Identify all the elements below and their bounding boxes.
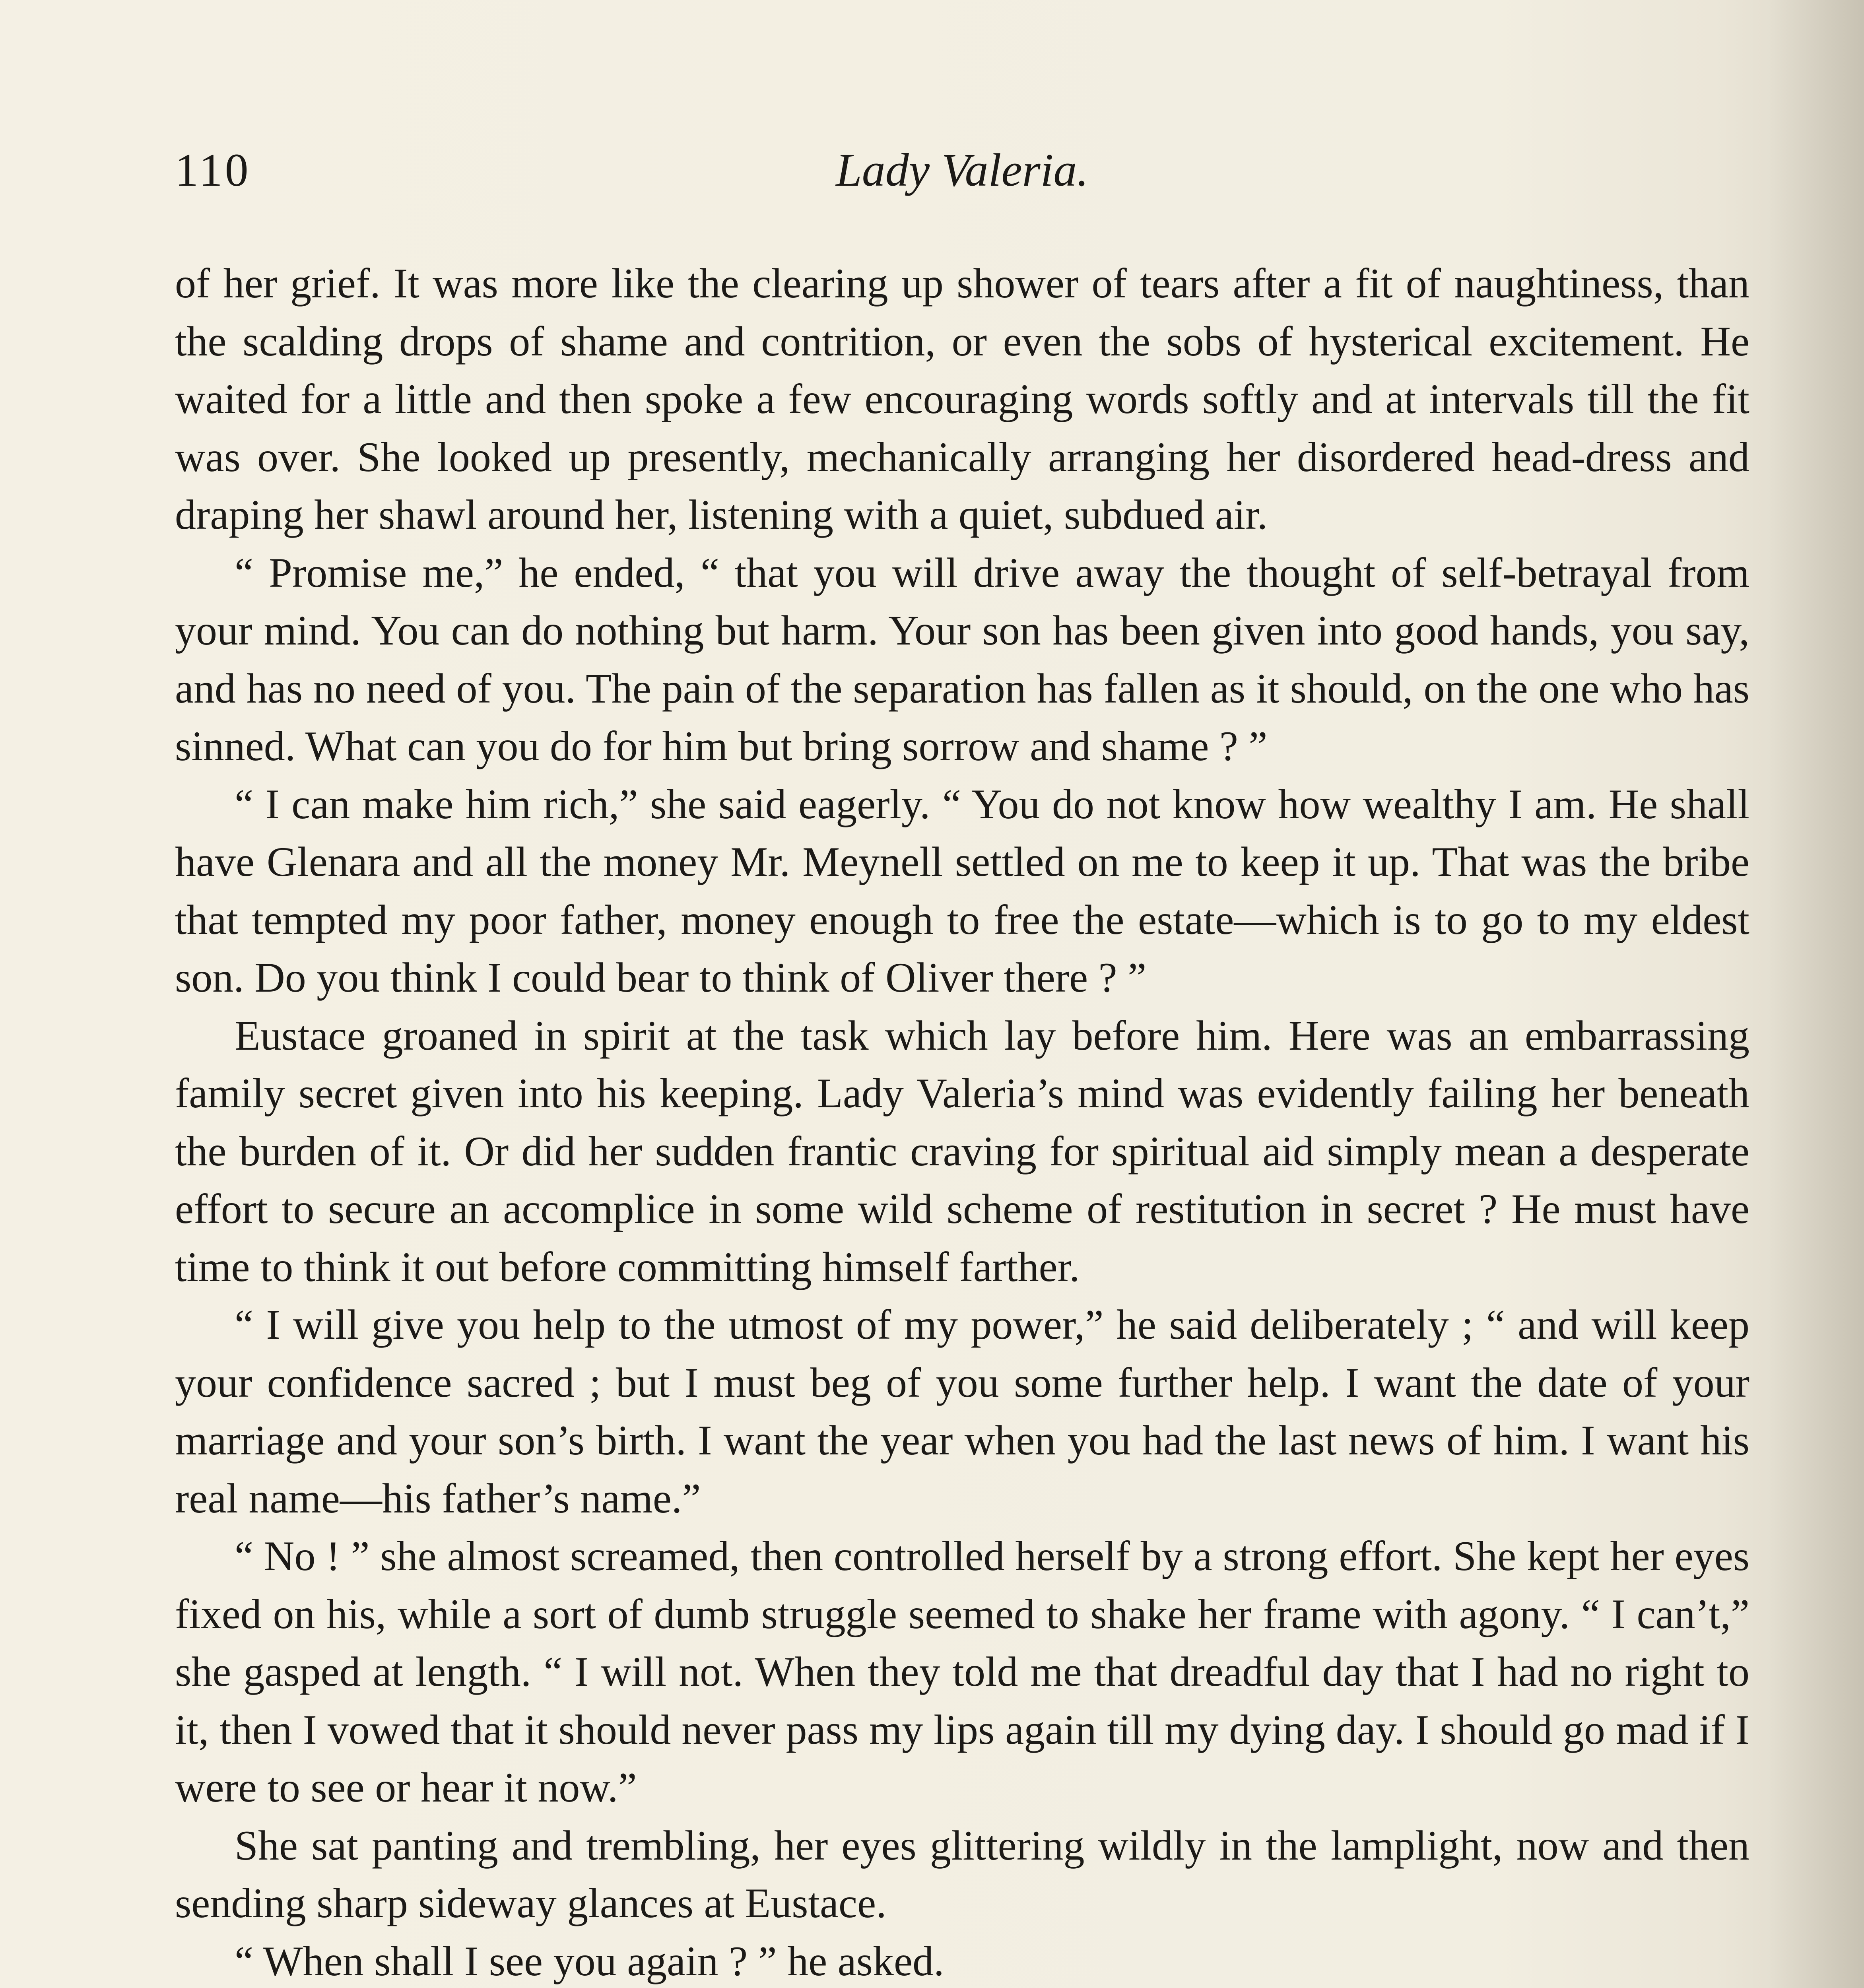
page-number: 110 [175, 144, 251, 196]
paragraph: of her grief. It was more like the clearing up shower of tears after a fit of naughtiness, than the scalding drops of shame and contrition, or even the sobs of hysterical excitement. He waited for a little and then spoke a few encouraging words softly and at intervals till the fit was over. She looked up presently, mechanically arranging her disordered head-dress and draping her shawl around her, listening with a quiet, subdued air. [175, 260, 1749, 538]
paragraph: Eustace groaned in spirit at the task which lay before him. Here was an embarrassing family secret given into his keeping. Lady Valeria’s mind was evidently failing her beneath the burden of it. Or did her sudden frantic craving for spiritual aid simply mean a desperate effort to secure an accomplice in some wild scheme of restitution in secret ? He must have time to think it out before committing himself farther. [175, 1012, 1749, 1290]
paragraph: “ No ! ” she almost screamed, then controlled herself by a strong effort. She kept her eyes fixed on his, while a sort of dumb struggle seemed to shake her frame with agony. “ I can’t,” she gasped at length. “ I will not. When they told me that dreadful day that I had no right to it, then I vowed that it should never pass my lips again till my dying day. I should go mad if I were to see or hear it now.” [175, 1533, 1749, 1811]
paragraph: “ I can make him rich,” she said eagerly. “ You do not know how wealthy I am. He shall have Glenara and all the money Mr. Meynell settled on me to keep it up. That was the bribe that tempted my poor father, money enough to free the estate—which is to go to my eldest son. Do you think I could bear to think of Oliver there ? ” [175, 780, 1749, 1001]
paragraph: “ When shall I see you again ? ” he asked. [235, 1938, 944, 1984]
running-title: Lady Valeria. [836, 144, 1089, 196]
body-text [175, 254, 1749, 1988]
paragraph: “ Promise me,” he ended, “ that you will drive away the thought of self-betrayal from your mind. You can do nothing but harm. Your son has been given into good hands, you say, and has no need of you. The pain of the separation has fallen as it should, on the one who has sinned. What can you do for him but bring sorrow and shame ? ” [175, 549, 1749, 769]
paragraph: “ I will give you help to the utmost of my power,” he said deliberately ; “ and will keep your confidence sacred ; but I must beg of you some further help. I want the date of your marriage and your son’s birth. I want the year when you had the last news of him. I want his real name—his father’s name.” [175, 1301, 1749, 1522]
paragraph: She sat panting and trembling, her eyes glittering wildly in the lamplight, now and then sending sharp sideway glances at Eustace. [175, 1822, 1749, 1926]
spine-shadow [1769, 0, 1864, 1988]
page-header [175, 143, 1749, 223]
